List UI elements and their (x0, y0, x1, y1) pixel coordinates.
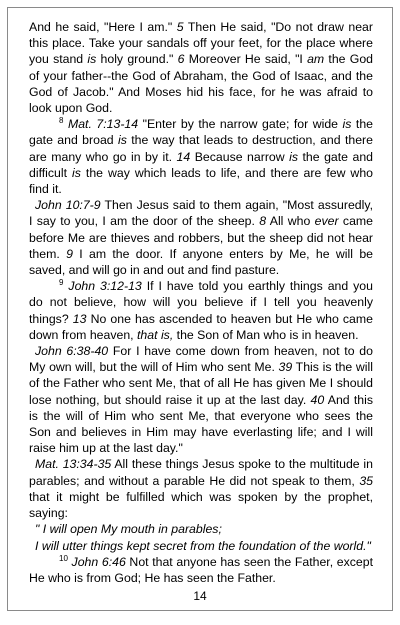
text-run: that it might be fulfilled which was spoken by the prophet, saying: (29, 489, 373, 521)
quote-line-1: " I will open My mouth in parables; (35, 522, 222, 537)
text-run: came before Me are thieves and robbers, but the sheep did not hear them. (29, 214, 373, 261)
verse-number: 5 (176, 20, 184, 34)
italic-word: is (87, 52, 97, 67)
italic-word: am (307, 52, 325, 67)
text-run: "Enter by the narrow gate; for wide (138, 117, 343, 132)
paragraph-john-6-38 (29, 343, 373, 456)
italic-word: is (342, 117, 352, 132)
text-run: This is the will of the Father who sent Me, that of all He has given Me I should lose nothing, but should raise it up at the last day. (29, 360, 373, 407)
text-run: And he said, "Here I am." (29, 20, 177, 34)
verse-number: 14 (176, 149, 191, 164)
italic-word: is (289, 149, 299, 164)
text-run: Because narrow (190, 149, 290, 164)
text-run: I am the door. If anyone enters by Me, he will be saved, and will go in and out and find pasture. (29, 246, 373, 278)
text-run: holy ground." (96, 52, 178, 67)
text-run: Moreover He said, "I (184, 52, 308, 67)
paragraph-mat-7 (29, 116, 373, 197)
scripture-reference: John 6:46 (71, 554, 126, 569)
scripture-reference: John 6:38-40 (35, 344, 109, 359)
italic-word: is (72, 165, 81, 180)
scripture-reference: John 10:7-9 (35, 198, 101, 213)
paragraph-john-6-46 (29, 554, 373, 586)
paragraph-john-3 (29, 278, 373, 343)
text-run: Not that anyone has seen the Father, except He who is from God; He has seen the Father. (29, 554, 373, 585)
text-run: the gate and difficult (29, 149, 373, 180)
text-run: Then He said, "Do not draw near this place. Take your sandals off your feet, for the place where you stand (29, 20, 373, 67)
paragraph-john-10 (29, 197, 373, 278)
text-run: the way that leads to destruction, and there are many who go in by it. (29, 133, 373, 164)
page-text (29, 19, 373, 586)
text-run: the way which leads to life, and there are few who find it. (29, 165, 373, 197)
text-run: No one has ascended to heaven but He who came down from heaven, (29, 311, 373, 342)
text-run: For I have come down from heaven, not to do My own will, but the will of Him who sent Me. (29, 344, 373, 375)
footnote-marker: 8 (59, 116, 64, 126)
verse-number: 35 (359, 473, 373, 488)
text-run: All who (266, 214, 315, 229)
italic-word: is (117, 133, 127, 148)
page-number: 14 (193, 588, 207, 603)
text-run: And this is the will of Him who sent Me, that everyone who sees the Son and believes in Him may have everlasting life; and I will raise him up at the last day." (29, 392, 374, 456)
text-run: the gate and broad (29, 117, 374, 148)
verse-number: 39 (278, 360, 293, 375)
verse-number: 40 (310, 392, 325, 407)
verse-number: 8 (259, 214, 267, 229)
footnote-marker: 10 (59, 553, 68, 563)
paragraph-exodus (29, 19, 373, 116)
verse-number: 9 (66, 246, 73, 261)
quote-line-2: I will utter things kept secret from the foundation of the world." (35, 538, 371, 553)
footnote-marker: 9 (59, 278, 64, 288)
italic-word: ever (314, 214, 339, 229)
verse-number: 6 (177, 52, 185, 67)
text-run: All these things Jesus spoke to the multitude in parables; and without a parable He did not speak to them, (29, 457, 373, 488)
scripture-reference: John 3:12-13 (68, 279, 142, 294)
text-run: the God of your father--the God of Abraham, the God of Isaac, and the God of Jacob." And Moses hid his face, for he was afraid to look upon God. (29, 52, 374, 116)
italic-word: that is, (137, 327, 174, 342)
paragraph-mat-13 (29, 456, 373, 521)
text-run: Then Jesus said to them again, "Most assuredly, I say to you, I am the door of the sheep. (29, 198, 374, 229)
text-run: If I have told you earthly things and you do not believe, how will you believe if I tell you heavenly things? (29, 279, 373, 326)
scripture-reference: Mat. 7:13-14 (67, 117, 139, 132)
text-run: the Son of Man who is in heaven. (173, 327, 359, 342)
book-page (7, 7, 393, 611)
scripture-reference: Mat. 13:34-35 (35, 457, 112, 472)
verse-number: 13 (72, 311, 87, 326)
